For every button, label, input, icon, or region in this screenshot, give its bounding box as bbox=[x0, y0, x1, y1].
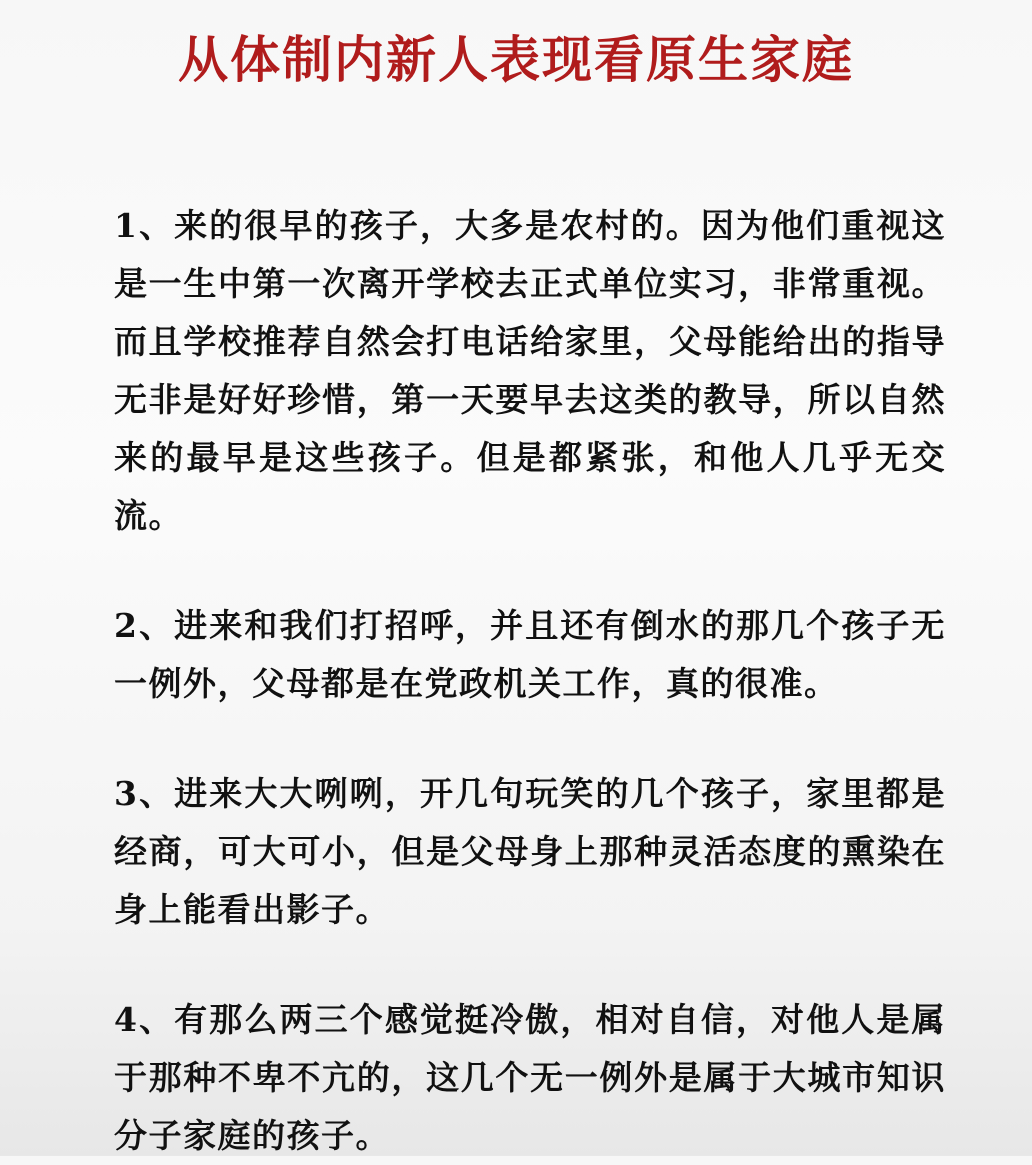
paragraph-2: 2、进来和我们打招呼，并且还有倒水的那几个孩子无一例外，父母都是在党政机关工作，真的很准。 bbox=[114, 606, 946, 703]
paragraph-4: 4、有那么两三个感觉挺冷傲，相对自信，对他人是属于那种不卑不亢的，这几个无一例外是属于大城市知识分子家庭的孩子。 bbox=[114, 1000, 946, 1155]
article-body bbox=[114, 197, 946, 1165]
page-title: 从体制内新人表现看原生家庭 bbox=[178, 31, 854, 89]
paragraph-1: 1、来的很早的孩子，大多是农村的。因为他们重视这是一生中第一次离开学校去正式单位实习，非常重视。而且学校推荐自然会打电话给家里，父母能给出的指导无非是好好珍惜，第一天要早去这类的教导，所以自然来的最早是这些孩子。但是都紧张，和他人几乎无交流。 bbox=[114, 206, 946, 535]
paragraph-3: 3、进来大大咧咧，开几句玩笑的几个孩子，家里都是经商，可大可小，但是父母身上那种灵活态度的熏染在身上能看出影子。 bbox=[114, 774, 946, 929]
